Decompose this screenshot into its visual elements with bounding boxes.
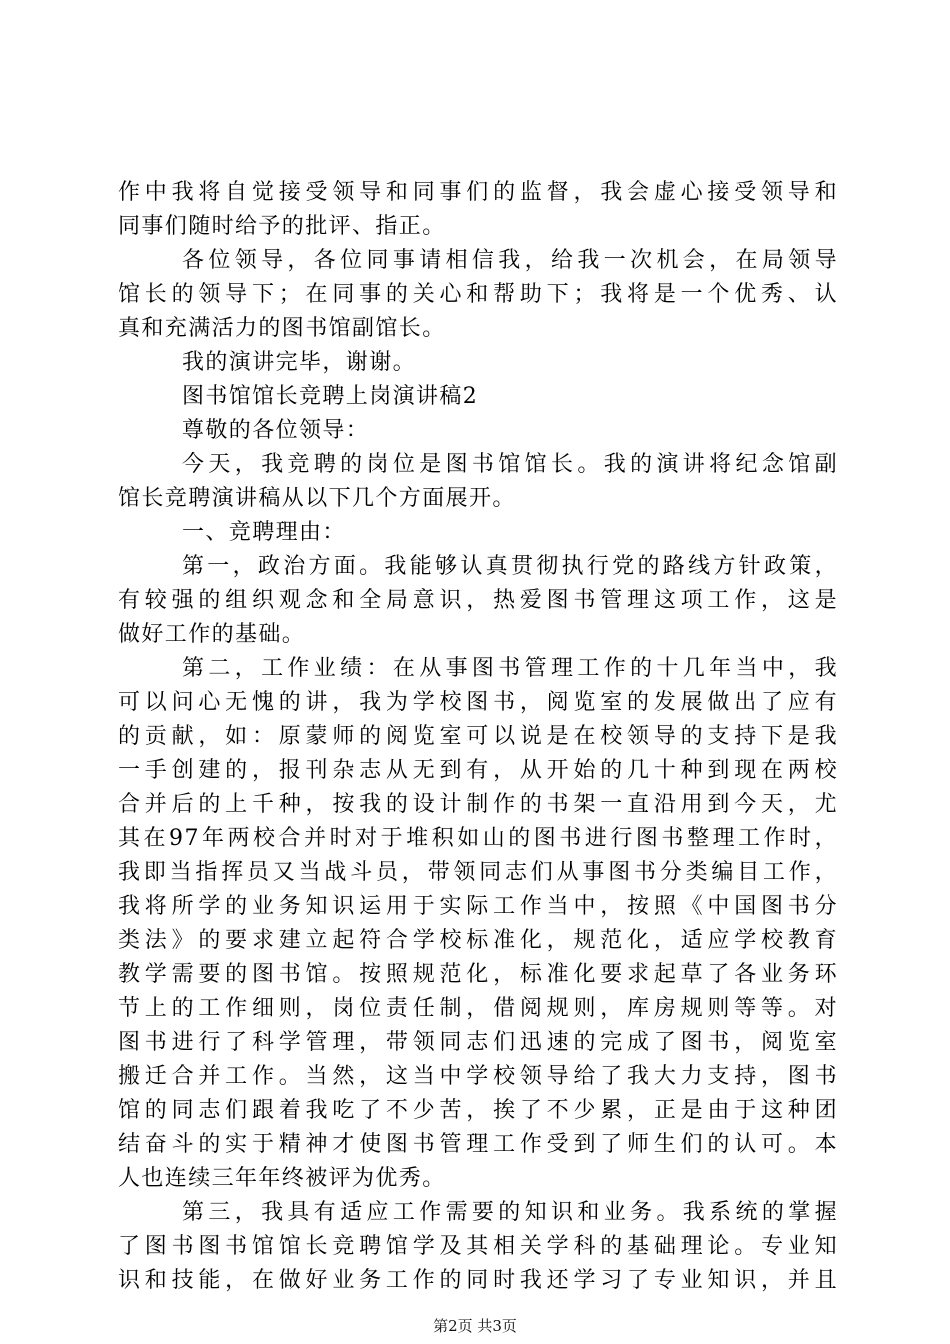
text-line: 第一，政治方面。我能够认真贯彻执行党的路线方针政策， <box>182 554 838 579</box>
text-line: 第二，工作业绩：在从事图书管理工作的十几年当中，我 <box>182 656 838 681</box>
text-line: 同事们随时给予的批评、指正。 <box>118 214 446 239</box>
text-line: 馆长竞聘演讲稿从以下几个方面展开。 <box>118 486 516 511</box>
text-line: 第三，我具有适应工作需要的知识和业务。我系统的掌握 <box>182 1200 838 1225</box>
text-line: 馆长的领导下；在同事的关心和帮助下；我将是一个优秀、认 <box>118 282 838 307</box>
text-line: 搬迁合并工作。当然，这当中学校领导给了我大力支持，图书 <box>118 1064 838 1089</box>
text-line: 各位领导，各位同事请相信我，给我一次机会，在局领导 <box>182 248 838 273</box>
text-line: 图书馆馆长竞聘上岗演讲稿2 <box>182 384 479 409</box>
text-line: 有较强的组织观念和全局意识，热爱图书管理这项工作，这是 <box>118 588 838 613</box>
text-line: 图书进行了科学管理，带领同志们迅速的完成了图书，阅览室 <box>118 1030 838 1055</box>
text-line: 人也连续三年年终被评为优秀。 <box>118 1166 446 1191</box>
text-line: 真和充满活力的图书馆副馆长。 <box>118 316 446 341</box>
text-line: 一手创建的，报刊杂志从无到有，从开始的几十种到现在两校 <box>118 758 838 783</box>
text-line: 馆的同志们跟着我吃了不少苦，挨了不少累，正是由于这种团 <box>118 1098 838 1123</box>
text-line: 识和技能，在做好业务工作的同时我还学习了专业知识，并且 <box>118 1268 838 1293</box>
text-line: 结奋斗的实于精神才使图书管理工作受到了师生们的认可。本 <box>118 1132 838 1157</box>
text-line: 类法》的要求建立起符合学校标准化，规范化，适应学校教育 <box>118 928 838 953</box>
text-line: 我的演讲完毕，谢谢。 <box>182 350 417 375</box>
page-number-footer: 第2页 共3页 <box>433 1317 517 1335</box>
text-line: 一、竞聘理由： <box>182 520 346 545</box>
text-line: 教学需要的图书馆。按照规范化，标准化要求起草了各业务环 <box>118 962 838 987</box>
text-line: 今天，我竞聘的岗位是图书馆馆长。我的演讲将纪念馆副 <box>182 452 838 477</box>
text-line: 我即当指挥员又当战斗员，带领同志们从事图书分类编目工作， <box>118 860 838 885</box>
text-line: 我将所学的业务知识运用于实际工作当中，按照《中国图书分 <box>118 894 838 919</box>
text-line: 其在97年两校合并时对于堆积如山的图书进行图书整理工作时， <box>118 826 838 851</box>
text-line: 节上的工作细则，岗位责任制，借阅规则，库房规则等等。对 <box>118 996 838 1021</box>
text-line: 的贡献，如：原蒙师的阅览室可以说是在校领导的支持下是我 <box>118 724 838 749</box>
text-line: 尊敬的各位领导： <box>182 418 370 443</box>
text-line: 了图书图书馆馆长竞聘馆学及其相关学科的基础理论。专业知 <box>118 1234 838 1259</box>
text-line: 作中我将自觉接受领导和同事们的监督，我会虚心接受领导和 <box>118 180 838 205</box>
text-line: 可以问心无愧的讲，我为学校图书，阅览室的发展做出了应有 <box>118 690 838 715</box>
text-line: 做好工作的基础。 <box>118 622 306 647</box>
text-line: 合并后的上千种，按我的设计制作的书架一直沿用到今天，尤 <box>118 792 838 817</box>
